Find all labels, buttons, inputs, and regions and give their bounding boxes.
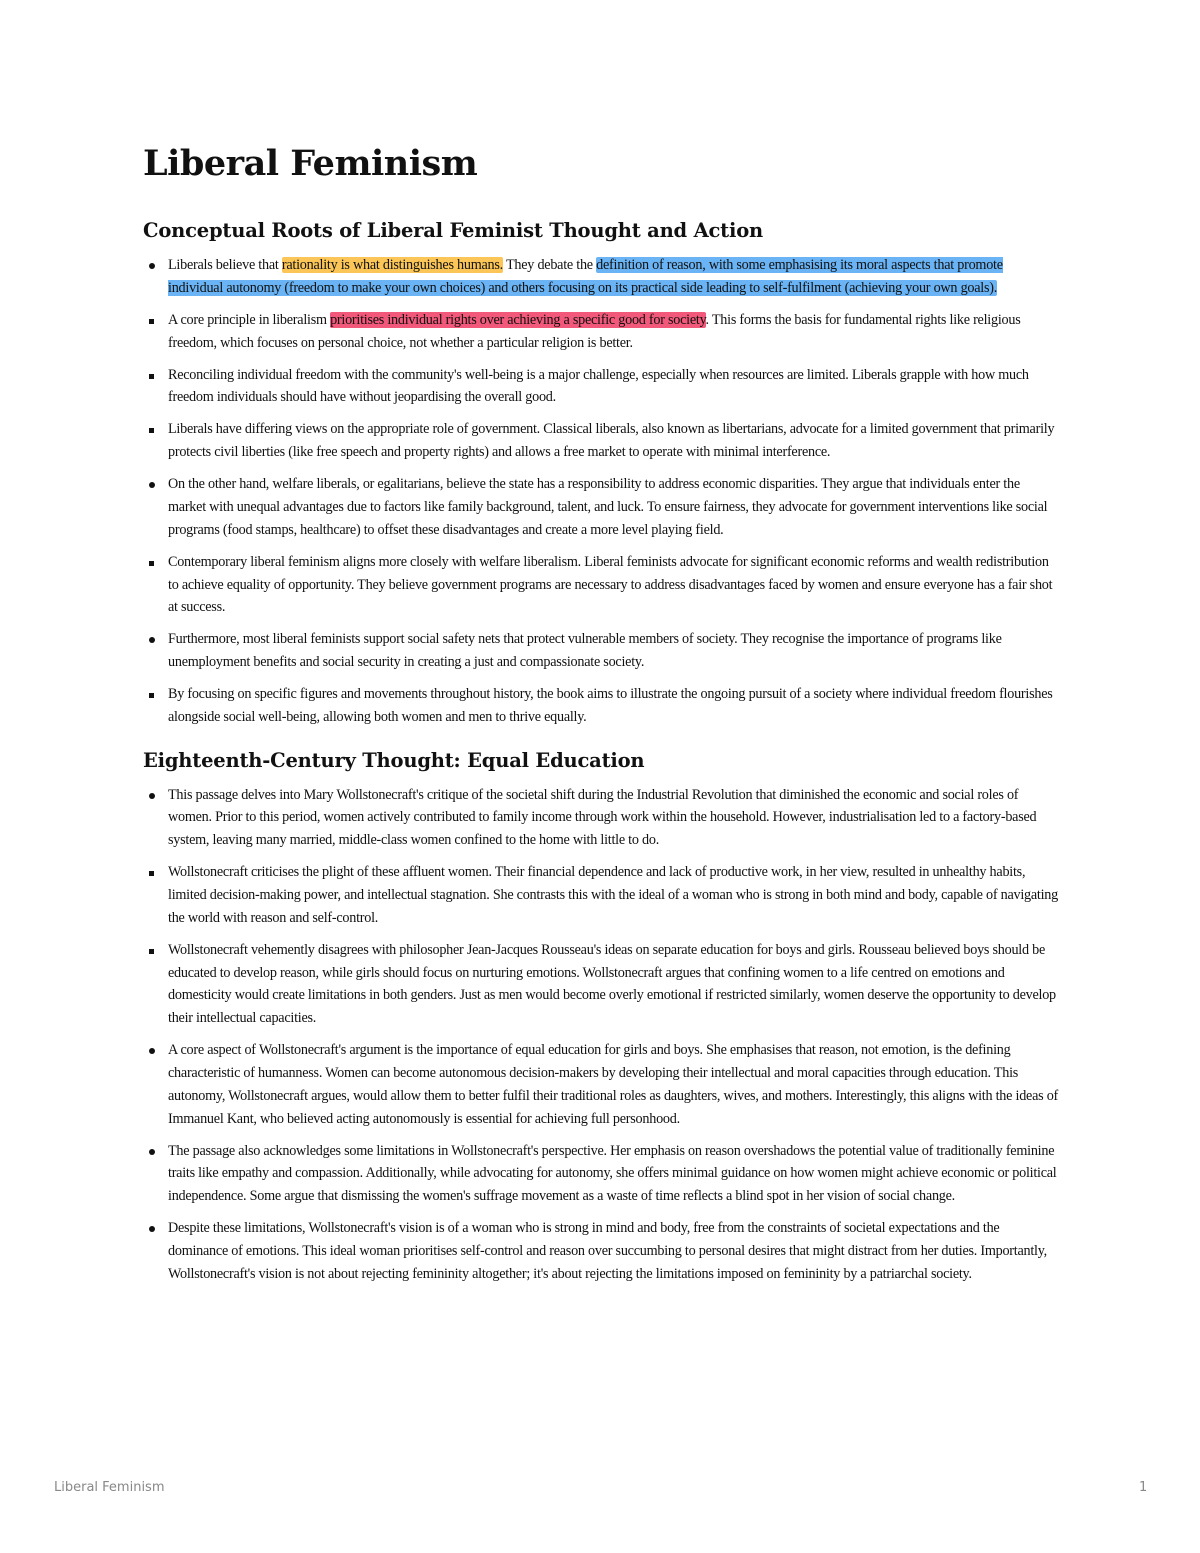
list-item: Wollstonecraft criticises the plight of these affluent women. Their financial dependence and lack of productive work, in her view, resulted in unhealthy habits, limited decision-making power, and intellectual stagnation. She contrasts this with the ideal of a woman who is strong in both mind and body, capable of navigating the world with reason and self-control. bbox=[143, 861, 1061, 929]
highlight-yellow: rationality is what distinguishes humans. bbox=[281, 257, 503, 273]
bullet-icon bbox=[149, 374, 154, 379]
list-item: Wollstonecraft vehemently disagrees with philosopher Jean-Jacques Rousseau's ideas on separate education for boys and girls. Rousseau believed boys should be educated to develop reason, while girls should focus on nurturing emotions. Wollstonecraft argues that confining women to a life centred on emotions and domesticity would create limitations in both genders. Just as men would become overly emotional if restricted similarly, women deserve the opportunity to develop their intellectual capacities. bbox=[143, 939, 1061, 1030]
list-item: Furthermore, most liberal feminists support social safety nets that protect vulnerable members of society. They recognise the importance of programs like unemployment benefits and social security in creating a just and compassionate society. bbox=[143, 628, 1061, 674]
list-item: Reconciling individual freedom with the community's well-being is a major challenge, especially when resources are limited. Liberals grapple with how much freedom individuals should have without jeopardising the overall good. bbox=[143, 364, 1061, 410]
bullet-icon bbox=[149, 1226, 155, 1232]
bullet-icon bbox=[149, 1149, 155, 1155]
list-item: The passage also acknowledges some limitations in Wollstonecraft's perspective. Her emphasis on reason overshadows the potential value of traditionally feminine traits like empathy and compassion. Additionally, while advocating for autonomy, she offers minimal guidance on how women might achieve economic or political independence. Some argue that dismissing the women's suffrage movement as a waste of time reflects a blind spot in her vision of social change. bbox=[143, 1140, 1061, 1208]
list-item: Liberals believe that rationality is what distinguishes humans. They debate the definition of reason, with some emphasising its moral aspects that promote individual autonomy (freedom to make your own choices) and others focusing on its practical side leading to self-fulfilment (achieving your own goals). bbox=[143, 254, 1061, 300]
bullet-icon bbox=[149, 871, 154, 876]
footer-document-title: Liberal Feminism bbox=[54, 1480, 165, 1495]
bullet-icon bbox=[149, 263, 155, 269]
list-item: A core principle in liberalism prioritises individual rights over achieving a specific good for society. This forms the basis for fundamental rights like religious freedom, which focuses on personal choice, not whether a particular religion is better. bbox=[143, 309, 1061, 355]
bullet-list-conceptual-roots bbox=[143, 254, 1061, 729]
highlight-blue: definition of reason, with some emphasising its moral aspects that promote individual autonomy (freedom to make your own choices) and others focusing on its practical side leading to self-fulfilment (achieving your own goals). bbox=[168, 257, 1003, 296]
document-page bbox=[143, 140, 1061, 1295]
page-title: Liberal Feminism bbox=[143, 143, 478, 184]
highlight-red: prioritises individual rights over achieving a specific good for society bbox=[330, 311, 706, 328]
section-heading-conceptual-roots: Conceptual Roots of Liberal Feminist Thought and Action bbox=[143, 219, 763, 242]
section-heading-equal-education: Eighteenth-Century Thought: Equal Education bbox=[143, 748, 645, 772]
bullet-icon bbox=[149, 793, 155, 799]
footer-page-number: 1 bbox=[1139, 1480, 1148, 1495]
list-item: A core aspect of Wollstonecraft's argument is the importance of equal education for girls and boys. She emphasises that reason, not emotion, is the defining characteristic of humanness. Women can become autonomous decision-makers by developing their intellectual and moral capacities through education. This autonomy, Wollstonecraft argues, would allow them to better fulfil their traditional roles as daughters, wives, and mothers. Interestingly, this aligns with the ideas of Immanuel Kant, who believed acting autonomously is essential for achieving full personhood. bbox=[143, 1039, 1061, 1130]
bullet-icon bbox=[149, 428, 154, 433]
list-item: Liberals have differing views on the appropriate role of government. Classical liberals, also known as libertarians, advocate for a limited government that primarily protects civil liberties (like free speech and property rights) and allows a free market to operate with minimal interference. bbox=[143, 418, 1061, 464]
bullet-icon bbox=[149, 1048, 155, 1054]
bullet-list-equal-education bbox=[143, 784, 1061, 1286]
list-item: This passage delves into Mary Wollstonecraft's critique of the societal shift during the Industrial Revolution that diminished the economic and social roles of women. Prior to this period, women actively contributed to family income through work within the household. However, industrialisation led to a factory-based system, leaving many married, middle-class women confined to the home with little to do. bbox=[143, 784, 1061, 852]
bullet-icon bbox=[149, 637, 155, 643]
list-item: Despite these limitations, Wollstonecraft's vision is of a woman who is strong in mind and body, free from the constraints of societal expectations and the dominance of emotions. This ideal woman prioritises self-control and reason over succumbing to personal desires that might distract from her duties. Importantly, Wollstonecraft's vision is not about rejecting femininity altogether; it's about rejecting the limitations imposed on femininity by a patriarchal society. bbox=[143, 1217, 1061, 1285]
bullet-icon bbox=[149, 319, 154, 324]
bullet-icon bbox=[149, 693, 154, 698]
bullet-icon bbox=[149, 482, 155, 488]
bullet-icon bbox=[149, 561, 154, 566]
list-item: Contemporary liberal feminism aligns more closely with welfare liberalism. Liberal feminists advocate for significant economic reforms and wealth redistribution to achieve equality of opportunity. They believe government programs are necessary to address disadvantages faced by women and ensure everyone has a fair shot at success. bbox=[143, 551, 1061, 619]
list-item: By focusing on specific figures and movements throughout history, the book aims to illustrate the ongoing pursuit of a society where individual freedom flourishes alongside social well-being, allowing both women and men to thrive equally. bbox=[143, 683, 1061, 729]
bullet-icon bbox=[149, 949, 154, 954]
list-item: On the other hand, welfare liberals, or egalitarians, believe the state has a responsibility to address economic disparities. They argue that individuals enter the market with unequal advantages due to factors like family background, talent, and luck. To ensure fairness, they advocate for government interventions like social programs (food stamps, healthcare) to offset these disadvantages and create a more level playing field. bbox=[143, 473, 1061, 541]
